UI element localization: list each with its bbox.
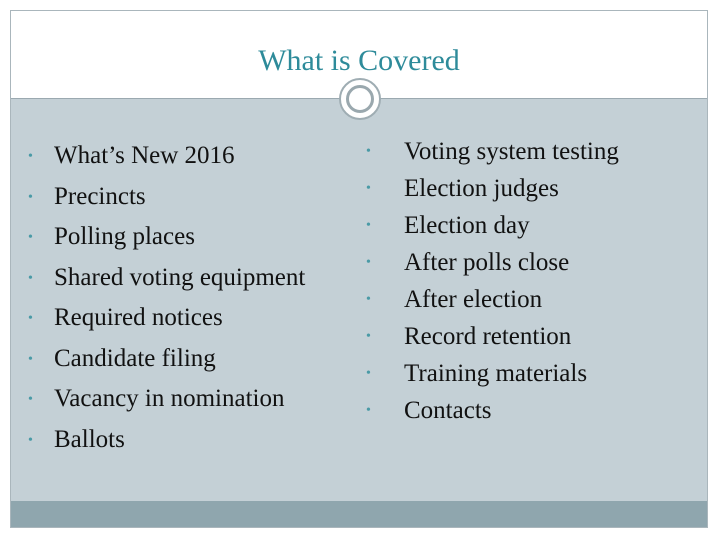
list-item [362, 395, 619, 432]
bullet-icon: • [366, 329, 371, 344]
right-bullet-list [362, 136, 619, 432]
list-item-text: Polling places [54, 223, 195, 250]
list-item [362, 358, 619, 395]
list-item [28, 260, 305, 301]
list-item-text: Contacts [404, 397, 492, 424]
list-item-text: Record retention [404, 323, 572, 350]
list-item [28, 179, 305, 220]
bullet-icon: • [28, 432, 33, 448]
left-bullet-list [28, 138, 305, 462]
list-item-text: Vacancy in nomination [54, 385, 285, 412]
circle-ornament-icon [339, 78, 381, 120]
bullet-icon: • [366, 255, 371, 270]
list-item-text: Precincts [54, 182, 146, 210]
list-item [28, 381, 305, 422]
bullet-icon: • [28, 189, 33, 205]
list-item [362, 136, 619, 173]
list-item [28, 219, 305, 260]
list-item [28, 138, 305, 179]
list-item-text: Election day [404, 212, 530, 239]
list-item-text: Training materials [404, 360, 588, 387]
bullet-icon: • [28, 392, 33, 407]
bullet-icon: • [366, 181, 371, 196]
bullet-icon: • [366, 403, 371, 418]
list-item [28, 341, 305, 382]
list-item-text: Election judges [404, 175, 559, 202]
bullet-icon: • [28, 230, 33, 245]
list-item-text: What’s New 2016 [54, 142, 235, 169]
list-item [362, 210, 619, 247]
bullet-icon: • [366, 366, 371, 381]
bullet-icon: • [28, 311, 33, 326]
list-item-text: Required notices [54, 304, 223, 331]
list-item-text: Shared voting equipment [54, 263, 306, 291]
list-item [362, 247, 619, 284]
list-item [362, 284, 619, 321]
list-item [28, 300, 305, 341]
list-item-text: After polls close [404, 249, 570, 276]
bullet-icon: • [28, 351, 33, 367]
list-item-text: Candidate filing [54, 344, 216, 372]
footer-bar [11, 501, 707, 527]
list-item [28, 422, 305, 463]
list-item [362, 173, 619, 210]
bullet-icon: • [366, 218, 371, 233]
bullet-icon: • [28, 270, 33, 286]
list-item-text: Voting system testing [404, 138, 619, 165]
circle-ornament-inner [346, 85, 374, 113]
list-item-text: Ballots [54, 425, 125, 453]
list-item [362, 321, 619, 358]
bullet-icon: • [28, 149, 33, 164]
list-item-text: After election [404, 286, 543, 313]
bullet-icon: • [366, 292, 371, 307]
slide-title: What is Covered [258, 44, 460, 77]
bullet-icon: • [366, 144, 371, 159]
